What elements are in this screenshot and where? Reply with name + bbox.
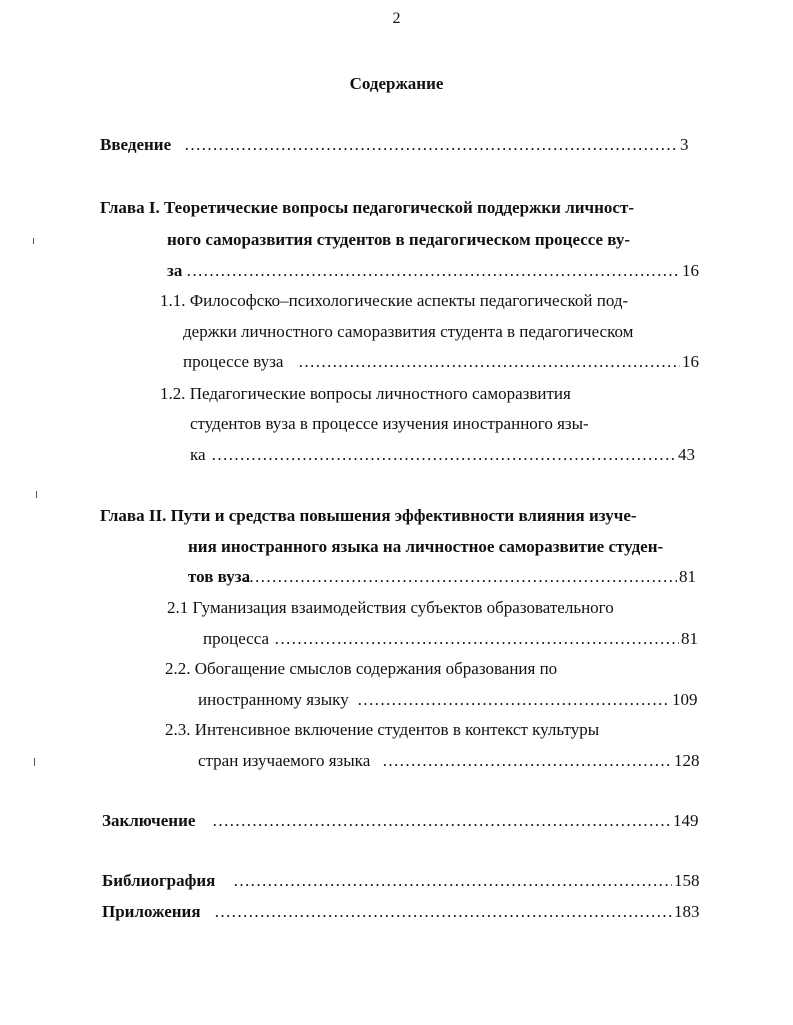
toc-page: 183 xyxy=(674,902,700,921)
toc-page: 43 xyxy=(678,445,695,464)
dot-leader xyxy=(243,567,677,587)
dot-leader xyxy=(382,751,672,771)
toc-label: иностранному языку xyxy=(198,690,349,709)
toc-label: студентов вуза в процессе изучения иностранного язы- xyxy=(190,414,589,433)
toc-page: 81 xyxy=(679,567,696,586)
dot-leader xyxy=(184,135,678,155)
toc-label: Библиография xyxy=(102,871,216,890)
toc-page: 16 xyxy=(682,261,699,280)
scan-mark xyxy=(36,491,37,498)
page-number: 2 xyxy=(392,10,401,27)
toc-label: Глава II. Пути и средства повышения эффективности влияния изуче- xyxy=(100,506,637,525)
toc-label: за xyxy=(167,261,183,280)
dot-leader xyxy=(211,445,676,465)
dot-leader xyxy=(214,902,672,922)
toc-label: держки личностного саморазвития студента в педагогическом xyxy=(183,322,634,341)
dot-leader xyxy=(298,352,680,372)
toc-label: 1.2. Педагогические вопросы личностного саморазвития xyxy=(160,384,571,403)
toc-label: Приложения xyxy=(102,902,201,921)
toc-page: 128 xyxy=(674,751,700,770)
toc-label: тов вуза xyxy=(188,567,251,586)
toc-page: 81 xyxy=(681,629,698,648)
toc-page: 158 xyxy=(674,871,700,890)
dot-leader xyxy=(274,629,679,649)
toc-label: 2.2. Обогащение смыслов содержания образования по xyxy=(165,659,558,678)
toc-label: 2.3. Интенсивное включение студентов в контекст культуры xyxy=(165,720,600,739)
scan-mark xyxy=(33,238,34,244)
toc-label: ния иностранного языка на личностное саморазвитие студен- xyxy=(188,537,664,556)
toc-label: процесса xyxy=(203,629,270,648)
toc-label: процессе вуза xyxy=(183,352,284,371)
toc-label: Глава I. Теоретические вопросы педагогической поддержки личност- xyxy=(100,198,634,217)
toc-label: ка xyxy=(190,445,206,464)
toc-page: 16 xyxy=(682,352,699,371)
toc-page: 149 xyxy=(673,811,699,830)
toc-label: ного саморазвития студентов в педагогическом процессе ву- xyxy=(167,230,631,249)
toc-page: 3 xyxy=(680,135,689,154)
toc-page: 109 xyxy=(672,690,698,709)
toc-label: стран изучаемого языка xyxy=(198,751,371,770)
dot-leader xyxy=(357,690,670,710)
scan-mark xyxy=(34,758,35,766)
toc-label: Введение xyxy=(100,135,172,154)
toc-label: Заключение xyxy=(102,811,196,830)
toc-label: 2.1 Гуманизация взаимодействия субъектов образовательного xyxy=(167,598,614,617)
toc-label: 1.1. Философско–психологические аспекты педагогической под- xyxy=(160,291,629,310)
dot-leader xyxy=(233,871,672,891)
dot-leader xyxy=(212,811,671,831)
dot-leader xyxy=(186,261,680,281)
toc-title: Содержание xyxy=(349,74,444,93)
